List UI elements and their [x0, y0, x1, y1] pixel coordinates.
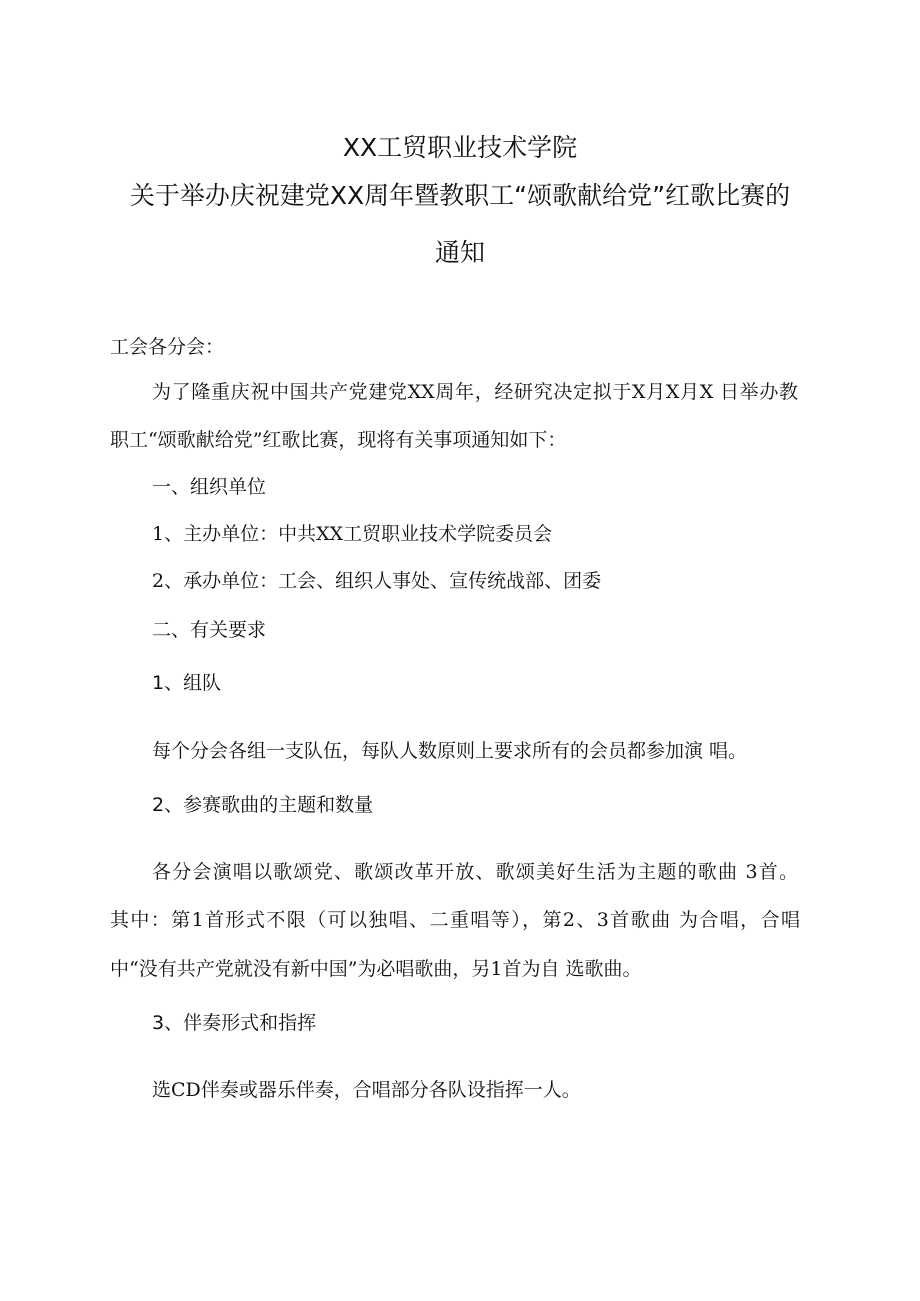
item2-line-3: 中“没有共产党就没有新中国”为必唱歌曲，另1首为自 选歌曲。 [110, 958, 642, 980]
doc-title-suffix: 通知 [434, 238, 485, 267]
intro-line-1: 为了隆重庆祝中国共产党建党XX周年，经研究决定拟于X月X月X 日举办教 [152, 381, 798, 403]
item1-heading: 1、组队 [152, 672, 222, 694]
doc-title-main: 关于举办庆祝建党XX周年暨教职工“颂歌献给党”红歌比赛的 [129, 181, 791, 210]
item1-text: 每个分会各组一支队伍，每队人数原则上要求所有的会员都参加演 唱。 [152, 740, 748, 762]
item2-line-1: 各分会演唱以歌颂党、歌颂改革开放、歌颂美好生活为主题的歌曲 3首。 [152, 861, 798, 883]
section1-heading: 一、组织单位 [152, 476, 267, 498]
section1-item1: 1、主办单位：中共XX工贸职业技术学院委员会 [152, 523, 553, 545]
item3-heading: 3、伴奏形式和指挥 [152, 1012, 317, 1034]
item3-text: 选CD伴奏或器乐伴奏，合唱部分各队设指挥一人。 [152, 1079, 581, 1101]
item2-heading: 2、参赛歌曲的主题和数量 [152, 794, 374, 816]
doc-title-institution: XX工贸职业技术学院 [342, 133, 578, 162]
section2-heading: 二、有关要求 [152, 619, 267, 641]
intro-line-2: 职工“颂歌献给党”红歌比赛，现将有关事项通知如下： [110, 429, 567, 451]
salutation: 工会各分会： [110, 336, 225, 358]
item2-line-2: 其中：第1首形式不限（可以独唱、二重唱等），第2、3首歌曲 为合唱，合唱 [110, 909, 800, 931]
section1-item2: 2、承办单位：工会、组织人事处、宣传统战部、团委 [152, 570, 602, 592]
